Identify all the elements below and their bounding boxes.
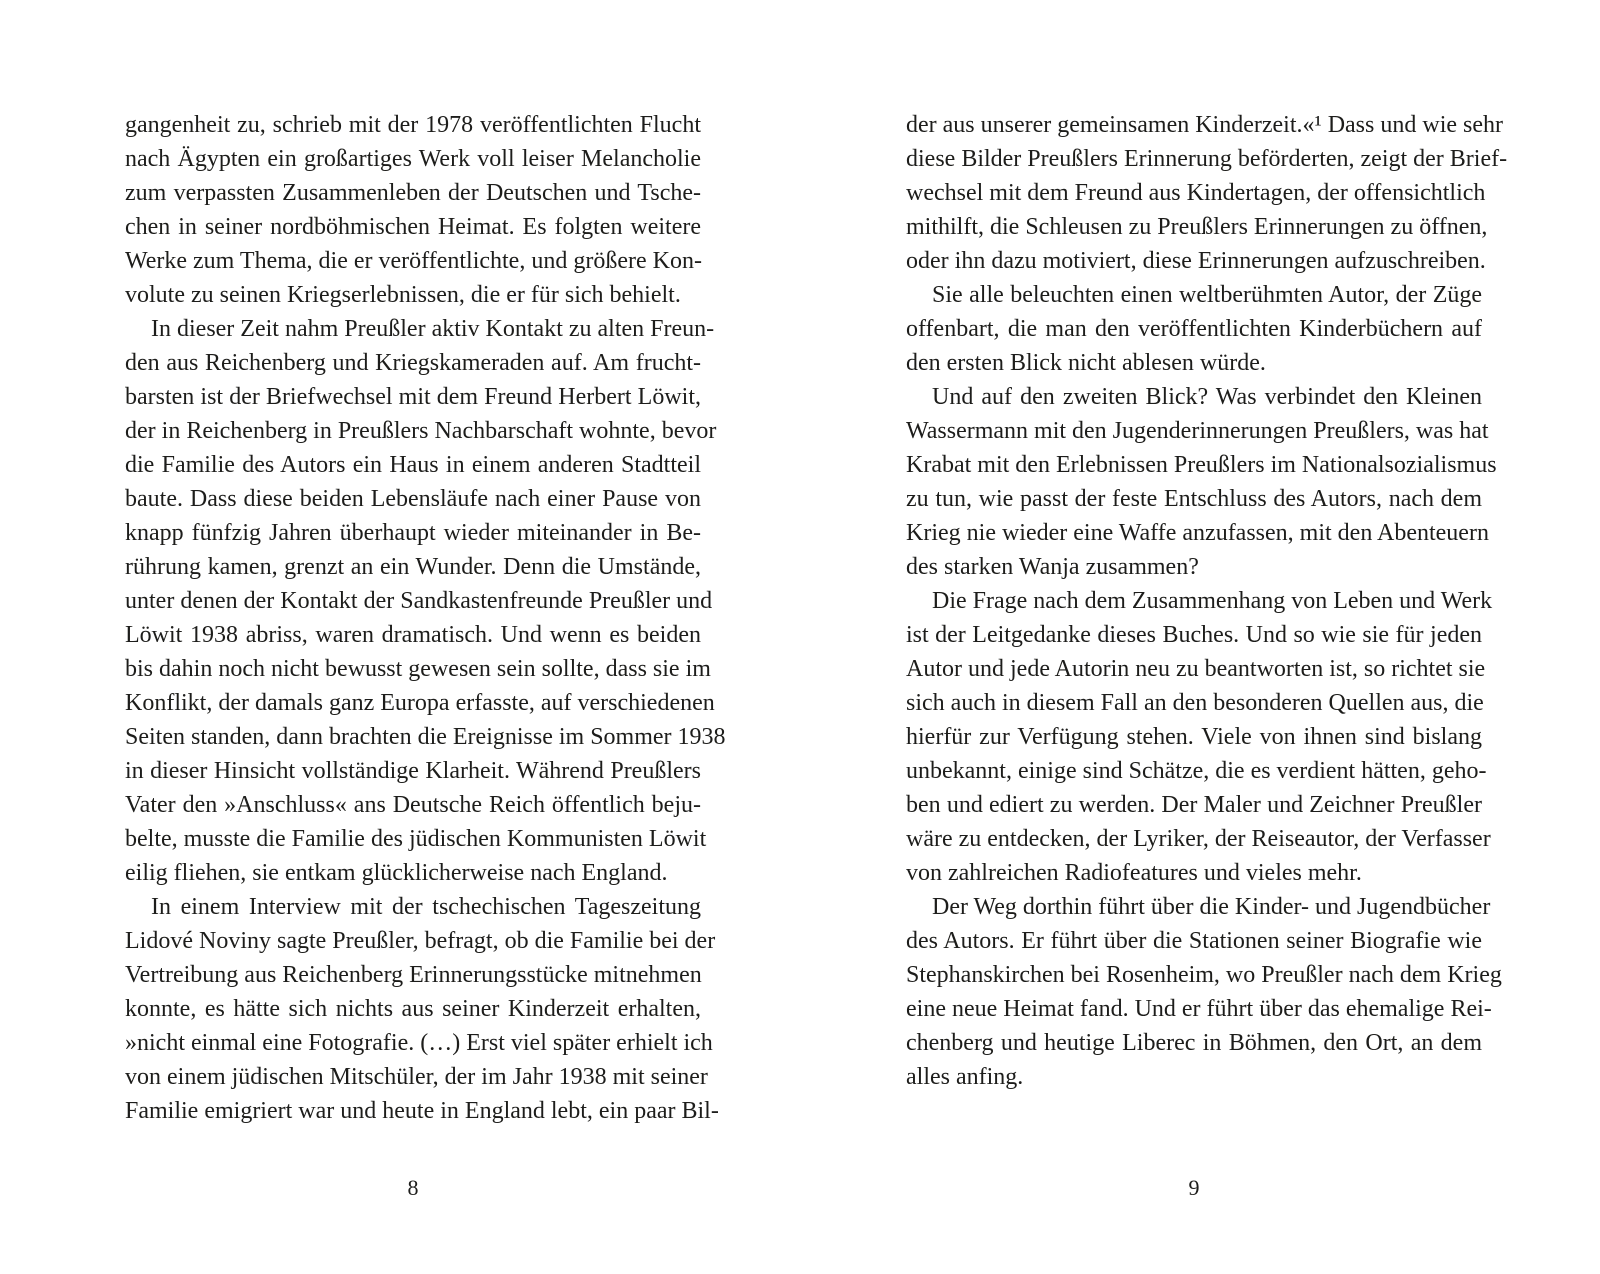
text-line: wäre zu entdecken, der Lyriker, der Reiseautor, der Verfasser bbox=[906, 826, 1491, 852]
text-line: Autor und jede Autorin neu zu beantworten ist, so richtet sie bbox=[906, 656, 1486, 682]
text-line: mithilft, die Schleusen zu Preußlers Erinnerungen zu öffnen, bbox=[906, 214, 1488, 240]
text-line: Werke zum Thema, die er veröffentlichte, und größere Kon- bbox=[125, 248, 702, 274]
text-line: Seiten standen, dann brachten die Ereignisse im Sommer 1938 bbox=[125, 724, 726, 750]
text-line: Stephanskirchen bei Rosenheim, wo Preußler nach dem Krieg bbox=[906, 962, 1502, 988]
text-line: Löwit 1938 abriss, waren dramatisch. Und wenn es beiden bbox=[125, 622, 701, 648]
text-line: »nicht einmal eine Fotografie. (…) Erst viel später erhielt ich bbox=[125, 1030, 713, 1056]
left-page-text bbox=[125, 108, 726, 1128]
right-page-text bbox=[906, 108, 1508, 1094]
text-line: Der Weg dorthin führt über die Kinder- und Jugendbücher bbox=[932, 894, 1491, 920]
text-line: in dieser Hinsicht vollständige Klarheit. Während Preußlers bbox=[125, 758, 701, 784]
text-line: ben und ediert zu werden. Der Maler und Zeichner Preußler bbox=[906, 792, 1482, 818]
text-line: zum verpassten Zusammenleben der Deutschen und Tsche- bbox=[125, 180, 701, 206]
text-line: konnte, es hätte sich nichts aus seiner Kinderzeit erhalten, bbox=[125, 996, 701, 1022]
text-line: belte, musste die Familie des jüdischen Kommunisten Löwit bbox=[125, 826, 707, 852]
text-line: chen in seiner nordböhmischen Heimat. Es folgten weitere bbox=[125, 214, 701, 240]
text-line: Lidové Noviny sagte Preußler, befragt, ob die Familie bei der bbox=[125, 928, 716, 954]
text-line: Wassermann mit den Jugenderinnerungen Preußlers, was hat bbox=[906, 418, 1489, 444]
text-line: volute zu seinen Kriegserlebnissen, die er für sich behielt. bbox=[125, 282, 681, 308]
text-line: unter denen der Kontakt der Sandkastenfreunde Preußler und bbox=[125, 588, 713, 614]
text-line: Sie alle beleuchten einen weltberühmten Autor, der Züge bbox=[932, 282, 1482, 308]
text-line: gangenheit zu, schrieb mit der 1978 veröffentlichten Flucht bbox=[125, 112, 701, 138]
text-line: von zahlreichen Radiofeatures und vieles mehr. bbox=[906, 860, 1362, 886]
text-line: von einem jüdischen Mitschüler, der im Jahr 1938 mit seiner bbox=[125, 1064, 708, 1090]
text-line: Familie emigriert war und heute in England lebt, ein paar Bil- bbox=[125, 1098, 719, 1124]
text-line: des starken Wanja zusammen? bbox=[906, 554, 1199, 580]
page-number-right: 9 bbox=[1188, 1175, 1200, 1200]
text-line: barsten ist der Briefwechsel mit dem Freund Herbert Löwit, bbox=[125, 384, 701, 410]
text-line: Vater den »Anschluss« ans Deutsche Reich öffentlich beju- bbox=[125, 792, 701, 818]
text-line: wechsel mit dem Freund aus Kindertagen, der offensichtlich bbox=[906, 180, 1486, 206]
text-line: Krieg nie wieder eine Waffe anzufassen, mit den Abenteuern bbox=[906, 520, 1489, 546]
text-line: Konflikt, der damals ganz Europa erfasste, auf verschiedenen bbox=[125, 690, 715, 716]
text-line: In einem Interview mit der tschechischen Tageszeitung bbox=[151, 894, 701, 920]
page-number-left: 8 bbox=[407, 1175, 419, 1200]
text-line: zu tun, wie passt der feste Entschluss des Autors, nach dem bbox=[906, 486, 1482, 512]
text-line: Die Frage nach dem Zusammenhang von Leben und Werk bbox=[932, 588, 1493, 614]
text-line: baute. Dass diese beiden Lebensläufe nach einer Pause von bbox=[125, 486, 701, 512]
text-line: eine neue Heimat fand. Und er führt über das ehemalige Rei- bbox=[906, 996, 1492, 1022]
text-line: chenberg und heutige Liberec in Böhmen, den Ort, an dem bbox=[906, 1030, 1482, 1056]
text-line: der aus unserer gemeinsamen Kinderzeit.«¹ Dass und wie sehr bbox=[906, 112, 1503, 138]
text-line: des Autors. Er führt über die Stationen seiner Biografie wie bbox=[906, 928, 1482, 954]
text-line: bis dahin noch nicht bewusst gewesen sein sollte, dass sie im bbox=[125, 656, 711, 682]
text-line: hierfür zur Verfügung stehen. Viele von ihnen sind bislang bbox=[906, 724, 1482, 750]
text-line: nach Ägypten ein großartiges Werk voll leiser Melancholie bbox=[125, 146, 701, 172]
text-line: knapp fünfzig Jahren überhaupt wieder miteinander in Be- bbox=[125, 520, 701, 546]
text-line: den aus Reichenberg und Kriegskameraden auf. Am frucht- bbox=[125, 350, 701, 376]
text-line: eilig fliehen, sie entkam glücklicherweise nach England. bbox=[125, 860, 668, 886]
text-line: die Familie des Autors ein Haus in einem anderen Stadtteil bbox=[125, 452, 701, 478]
text-line: rührung kamen, grenzt an ein Wunder. Denn die Umstände, bbox=[125, 554, 701, 580]
text-line: oder ihn dazu motiviert, diese Erinnerungen aufzuschreiben. bbox=[906, 248, 1486, 274]
text-line: Vertreibung aus Reichenberg Erinnerungsstücke mitnehmen bbox=[125, 962, 702, 988]
text-line: den ersten Blick nicht ablesen würde. bbox=[906, 350, 1266, 376]
text-line: Krabat mit den Erlebnissen Preußlers im Nationalsozialismus bbox=[906, 452, 1497, 478]
text-line: ist der Leitgedanke dieses Buches. Und so wie sie für jeden bbox=[906, 622, 1482, 648]
text-line: diese Bilder Preußlers Erinnerung beförderten, zeigt der Brief- bbox=[906, 146, 1508, 172]
text-line: sich auch in diesem Fall an den besonderen Quellen aus, die bbox=[906, 690, 1484, 716]
text-line: offenbart, die man den veröffentlichten Kinderbüchern auf bbox=[906, 316, 1482, 342]
text-line: unbekannt, einige sind Schätze, die es verdient hätten, geho- bbox=[906, 758, 1487, 784]
text-line: alles anfing. bbox=[906, 1064, 1024, 1090]
text-line: Und auf den zweiten Blick? Was verbindet den Kleinen bbox=[932, 384, 1482, 410]
text-line: In dieser Zeit nahm Preußler aktiv Kontakt zu alten Freun- bbox=[151, 316, 715, 342]
text-line: der in Reichenberg in Preußlers Nachbarschaft wohnte, bevor bbox=[125, 418, 717, 444]
